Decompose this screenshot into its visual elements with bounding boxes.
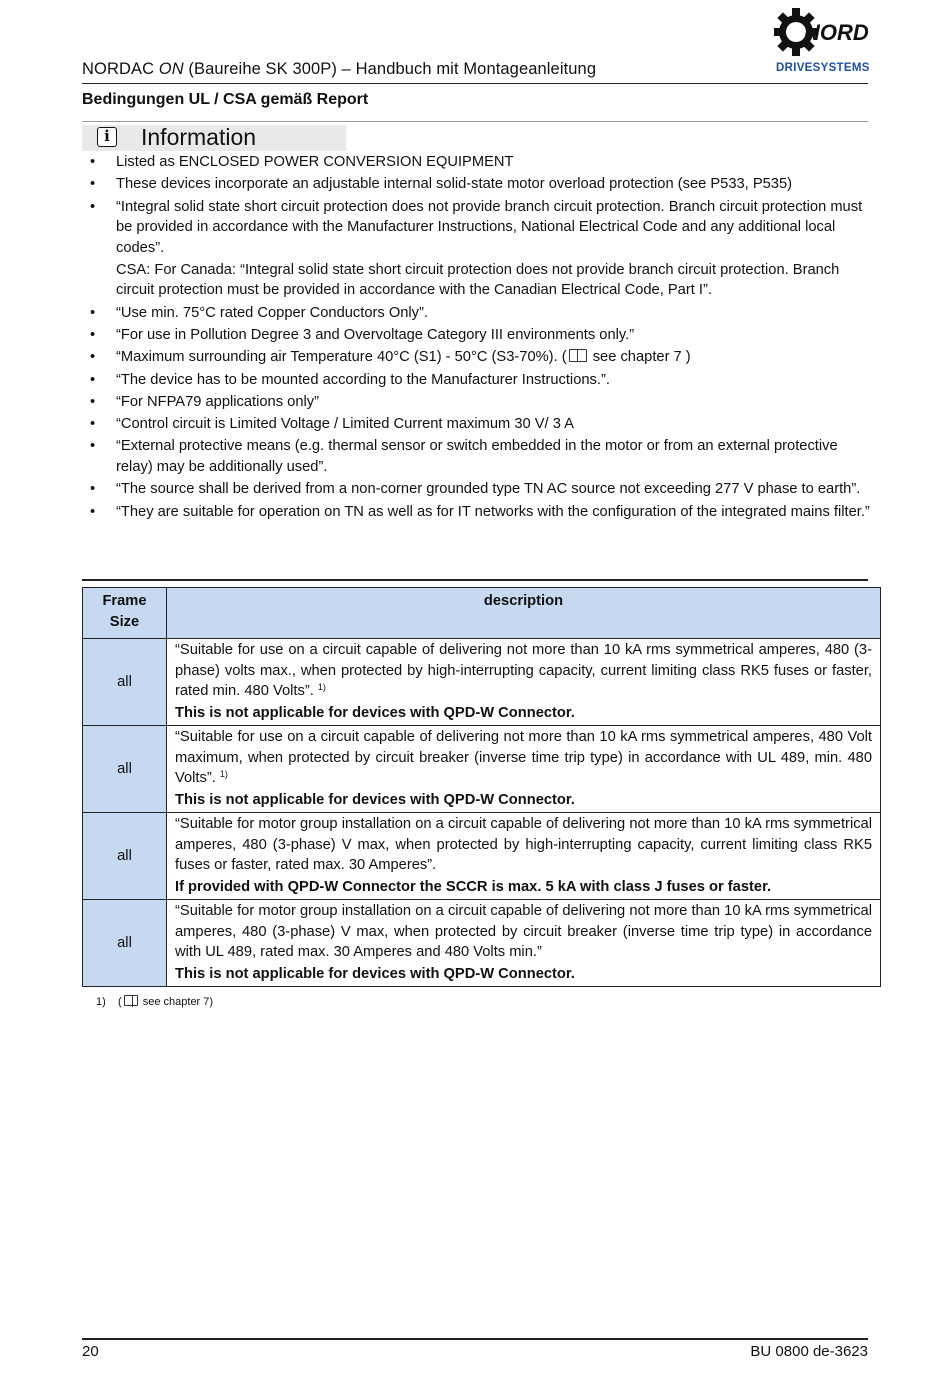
book-icon: [569, 349, 587, 362]
page-number: 20: [82, 1343, 99, 1360]
list-item: • “Control circuit is Limited Voltage / Limited Current maximum 30 V/ 3 A: [82, 414, 872, 435]
section-rule: [82, 121, 868, 122]
book-icon: [124, 995, 138, 1006]
table-row: [83, 900, 881, 987]
list-item: • “The source shall be derived from a non-corner grounded type TN AC source not exceeding 277 V phase to earth”.: [82, 479, 872, 500]
table-footnote: 1) ( see chapter 7): [96, 996, 214, 1008]
logo-word: NORD: [804, 20, 869, 45]
row-note: If provided with QPD-W Connector the SCCR is max. 5 kA with class J fuses or faster.: [175, 878, 772, 895]
frame-size-cell: all: [83, 900, 167, 987]
frame-size-cell: all: [83, 813, 167, 900]
list-item: • “External protective means (e.g. thermal sensor or switch embedded in the motor or from an external protective relay) may be additionally used”.: [82, 436, 872, 477]
list-item: • “Use min. 75°C rated Copper Conductors Only”.: [82, 303, 872, 324]
row-note: This is not applicable for devices with QPD-W Connector.: [175, 791, 575, 808]
description-cell: “Suitable for motor group installation on a circuit capable of delivering not more than 10 kA rms symmetrical amperes, 480 (3-phase) V max, when protected by circuit breaker (inverse time trip type) in accordance with UL 489, rated max. 30 Amperes and 480 Volts min.” This is not applicable for devices with QPD-W Connector.: [167, 900, 881, 987]
ul-conditions-table: [82, 587, 881, 987]
list-item: • “Integral solid state short circuit protection does not provide branch circuit protection. Branch circuit protection must be provided in accordance with the Manufacturer Instructions, National Electrical Code and any additional local codes”.: [82, 197, 872, 259]
list-item: • Listed as ENCLOSED POWER CONVERSION EQUIPMENT: [82, 152, 872, 173]
table-row: [83, 813, 881, 900]
info-title: Information: [141, 124, 257, 150]
table-header-row: [83, 588, 881, 639]
logo-text: DRIVESYSTEMS: [776, 62, 870, 74]
table-row: [83, 639, 881, 726]
info-bullet-list: [82, 152, 872, 524]
list-item: • These devices incorporate an adjustable internal solid-state motor overload protection (see P533, P535): [82, 174, 872, 195]
row-note: This is not applicable for devices with QPD-W Connector.: [175, 965, 575, 982]
row-note: This is not applicable for devices with QPD-W Connector.: [175, 704, 575, 721]
table-row: [83, 726, 881, 813]
section-heading: Bedingungen UL / CSA gemäß Report: [82, 91, 369, 108]
column-header-frame-size: Frame Size: [83, 588, 167, 639]
frame-size-cell: all: [83, 726, 167, 813]
table-top-rule: [82, 579, 868, 581]
list-item: CSA: For Canada: “Integral solid state short circuit protection does not provide branch circuit protection. Branch circuit protection must be provided in accordance with the Canadian Electrical Code, Part I”.: [116, 261, 840, 299]
description-cell: “Suitable for use on a circuit capable of delivering not more than 10 kA rms symmetrical amperes, 480 (3-phase) volts max., when protected by high-interrupting capacity, current limiting class RK5 fuses or faster, rated min. 480 Volts”. $^{1)}$ This is not applicable for devices with QPD-W Connector.: [167, 639, 881, 726]
frame-size-cell: all: [83, 639, 167, 726]
list-item: • “For use in Pollution Degree 3 and Overvoltage Category III environments only.”: [82, 325, 872, 346]
info-icon: i: [97, 127, 117, 147]
document-title: NORDAC ON (Baureihe SK 300P) – Handbuch mit Montageanleitung: [82, 60, 597, 78]
footer-rule: [82, 1338, 868, 1340]
list-item: • “Maximum surrounding air Temperature 40°C (S1) - 50°C (S3-70%). ( see chapter 7 ): [82, 347, 872, 368]
column-header-description: description: [167, 588, 881, 639]
document-id: BU 0800 de-3623: [750, 1343, 868, 1360]
list-item: • “They are suitable for operation on TN as well as for IT networks with the configuration of the integrated mains filter.”: [82, 502, 872, 523]
description-cell: “Suitable for use on a circuit capable of delivering not more than 10 kA rms symmetrical amperes, 480 Volt maximum, when protected by circuit breaker (inverse time trip type) in accordance with UL 489, min. 480 Volts”. $^{1)}$ This is not applicable for devices with QPD-W Connector.: [167, 726, 881, 813]
list-item: • “For NFPA79 applications only”: [82, 392, 872, 413]
description-cell: “Suitable for motor group installation on a circuit capable of delivering not more than 10 kA rms symmetrical amperes, 480 (3-phase) V max, when protected by high-interrupting capacity, current limiting class RK5 fuses or faster, rated max. 30 Amperes”. If provided with QPD-W Connector the SCCR is max. 5 kA with class J fuses or faster.: [167, 813, 881, 900]
list-item: • “The device has to be mounted according to the Manufacturer Instructions.”.: [82, 370, 872, 391]
header-rule: [82, 83, 868, 84]
